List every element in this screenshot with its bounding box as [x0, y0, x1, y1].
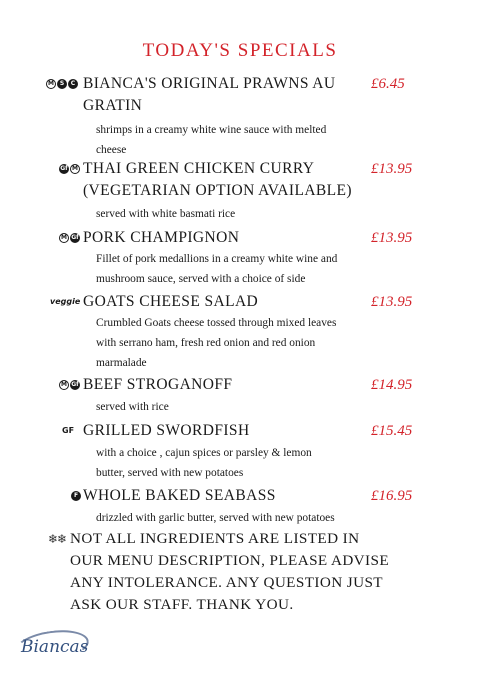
- menu-item: [0, 75, 480, 156]
- dish-name: PORK CHAMPIGNON: [83, 229, 240, 246]
- menu-item: [0, 422, 480, 479]
- notice-line: OUR MENU DESCRIPTION, PLEASE ADVISE: [70, 552, 390, 569]
- allergen-icons: [62, 426, 74, 436]
- dish-price: £16.95: [371, 488, 413, 504]
- dish-description: Fillet of pork medallions in a creamy white wine and mushroom sauce, served with a choice of side: [96, 253, 338, 285]
- gf-text-icon: GF: [62, 426, 75, 435]
- snowflake-icon: ❄❄: [48, 532, 67, 546]
- dish-price: £6.45: [371, 76, 405, 92]
- page-title: TODAY'S SPECIALS: [142, 40, 338, 61]
- dish-description: served with rice: [96, 401, 169, 413]
- dish-description: drizzled with garlic butter, served with new potatoes: [96, 512, 335, 524]
- menu-item: [0, 229, 480, 285]
- menu-item: [0, 293, 480, 369]
- dish-price: £13.95: [371, 230, 413, 246]
- notice-line: ANY INTOLERANCE. ANY QUESTION JUST: [70, 574, 383, 591]
- dish-name: WHOLE BAKED SEABASS: [83, 487, 276, 504]
- menu-item: [0, 160, 480, 220]
- biancas-logo: [13, 627, 93, 671]
- dish-name-line-2: (VEGETARIAN OPTION AVAILABLE): [83, 182, 352, 199]
- dish-name-line-2: GRATIN: [83, 97, 143, 114]
- dish-description: with a choice , cajun spices or parsley & lemon butter, served with new potatoes: [96, 447, 312, 479]
- dish-name: BIANCA'S ORIGINAL PRAWNS AU: [83, 75, 336, 92]
- sulphite-allergen-icon: S: [57, 79, 67, 89]
- dish-name: BEEF STROGANOFF: [83, 376, 233, 393]
- allergen-icons: [59, 380, 80, 390]
- menu-item: [0, 376, 480, 413]
- dish-name: GOATS CHEESE SALAD: [83, 293, 259, 310]
- milk-allergen-icon: M: [59, 380, 69, 390]
- dish-price: £14.95: [371, 377, 413, 393]
- allergen-icons: [59, 233, 80, 243]
- gluten-free-icon: Gf: [71, 381, 79, 388]
- dish-name: THAI GREEN CHICKEN CURRY: [83, 160, 315, 177]
- notice-line: NOT ALL INGREDIENTS ARE LISTED IN: [70, 530, 360, 547]
- milk-allergen-icon: M: [70, 164, 80, 174]
- dish-price: £15.45: [371, 423, 413, 439]
- allergen-icons: [59, 164, 80, 174]
- gluten-free-icon: Gf: [60, 165, 68, 172]
- notice-line: ASK OUR STAFF. THANK YOU.: [70, 596, 294, 613]
- fish-allergen-icon: F: [71, 491, 81, 501]
- crustacean-allergen-icon: C: [68, 79, 78, 89]
- dish-price: £13.95: [371, 294, 413, 310]
- menu-item: [0, 487, 480, 524]
- dish-description: Crumbled Goats cheese tossed through mixed leaves with serrano ham, fresh red onion and red onion marmalade: [96, 317, 337, 369]
- dish-description: shrimps in a creamy white wine sauce with melted cheese: [96, 124, 327, 156]
- dish-description: served with white basmati rice: [96, 208, 236, 220]
- allergen-icons: [71, 491, 81, 501]
- logo-text: Biancas: [21, 637, 89, 657]
- dish-price: £13.95: [371, 161, 413, 177]
- veggie-icon: veggie: [50, 297, 81, 306]
- gluten-free-icon: Gf: [71, 234, 79, 241]
- allergen-icons: [46, 79, 78, 89]
- allergen-icons: [50, 297, 80, 307]
- milk-allergen-icon: M: [59, 233, 69, 243]
- dish-name: GRILLED SWORDFISH: [83, 422, 250, 439]
- milk-allergen-icon: M: [46, 79, 56, 89]
